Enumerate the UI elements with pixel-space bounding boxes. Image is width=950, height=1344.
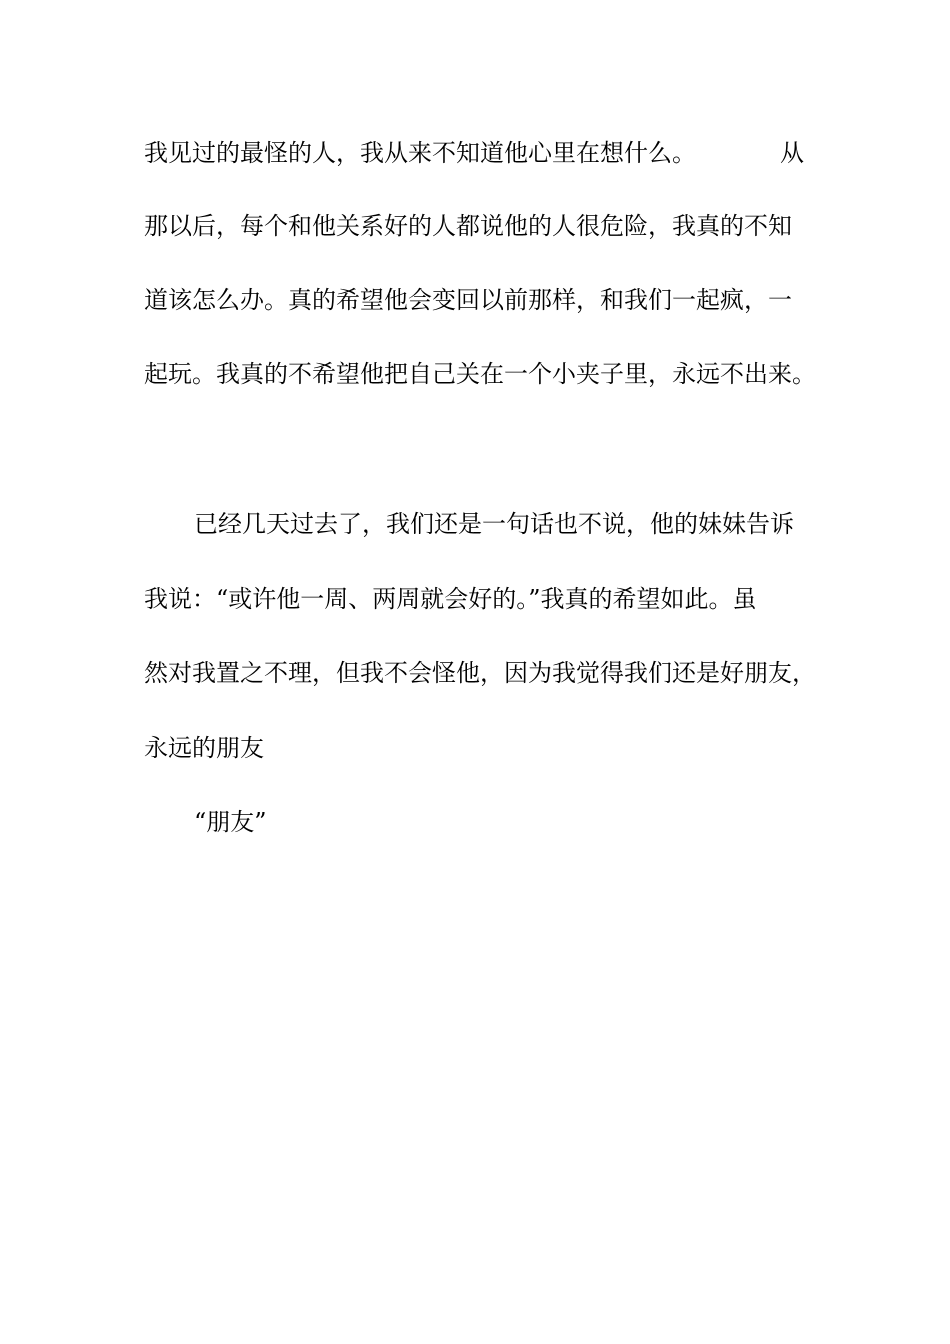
paragraph-2-line-3: 然对我置之不理，但我不会怪他，因为我觉得我们还是好朋友，	[144, 659, 816, 687]
paragraph-1-line-1	[144, 138, 804, 168]
paragraph-1-line-1-trailing: 从	[780, 139, 804, 167]
paragraph-2-line-1: 已经几天过去了，我们还是一句话也不说，他的妹妹告诉	[194, 510, 794, 538]
paragraph-1-line-2: 那以后，每个和他关系好的人都说他的人很危险，我真的不知	[144, 212, 792, 240]
paragraph-2-line-4: 永远的朋友	[144, 734, 264, 762]
paragraph-1-line-4: 起玩。我真的不希望他把自己关在一个小夹子里，永远不出来。	[144, 360, 816, 388]
paragraph-1-line-1-text: 我见过的最怪的人，我从来不知道他心里在想什么。	[144, 139, 696, 167]
paragraph-2-line-2: 我说：“或许他一周、两周就会好的。”我真的希望如此。虽	[144, 585, 757, 613]
paragraph-1-line-3: 道该怎么办。真的希望他会变回以前那样，和我们一起疯，一	[144, 286, 792, 314]
closing-quote: “朋友”	[194, 808, 267, 836]
